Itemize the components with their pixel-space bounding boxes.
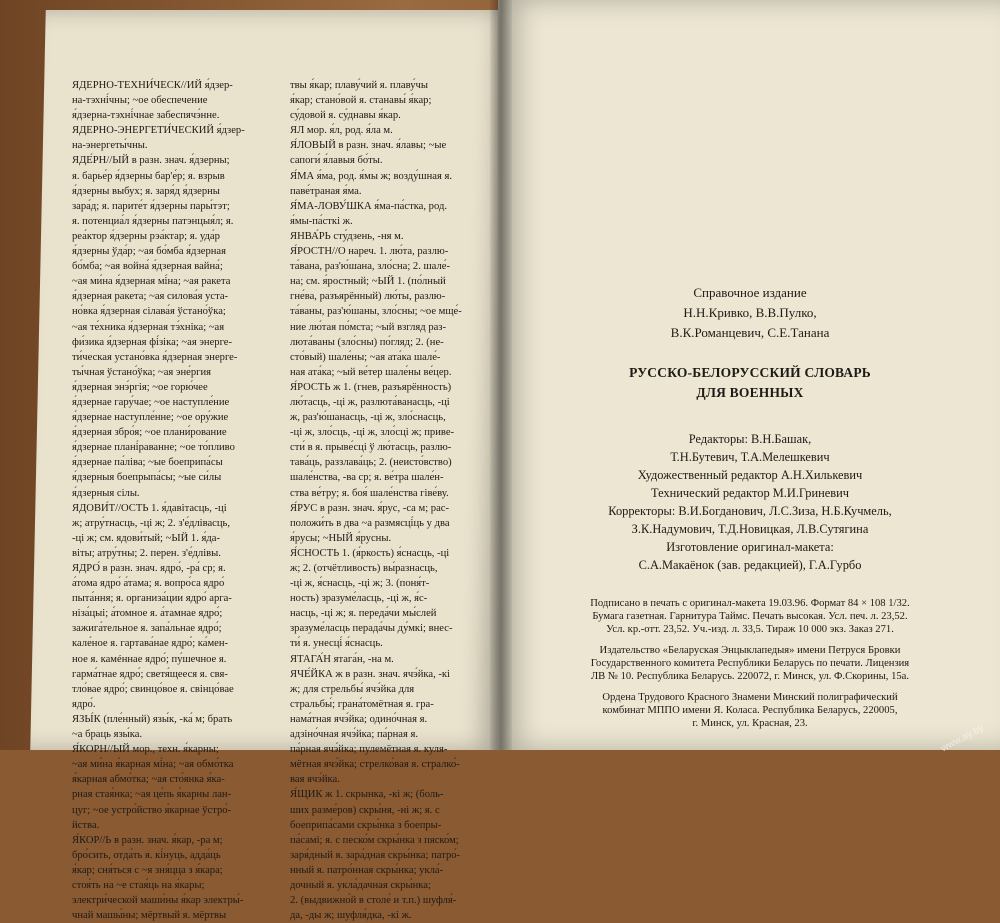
dictionary-line: я́дзернае плані́раванне; ~ое то́пливо — [72, 442, 235, 454]
dictionary-line: я́дзерныя сілы. — [72, 487, 140, 499]
imprint-line: Усл. кр.-отт. 23,52. Уч.-изд. л. 33,5. Тираж 10 000 экз. Заказ 271. — [606, 624, 894, 635]
dictionary-line: я́дзерная энэ́ргія; ~ое горю́чее — [72, 381, 208, 393]
credit-line: Корректоры: В.И.Богданович, Л.С.Зиза, Н.Б.Кучмель, — [608, 504, 892, 518]
dictionary-line: ядро́. — [72, 698, 96, 710]
dictionary-line: ших разме́ров) скры́ня, -ні ж; я. с — [290, 804, 440, 816]
dictionary-line: кале́ное я. гартава́нае ядро́; ка́мен- — [72, 638, 229, 650]
dictionary-line: на-тэхні́чны; ~ое обеспечение — [72, 95, 208, 107]
dictionary-line: нный я. патро́нная скры́нка; укла́- — [290, 864, 444, 876]
dictionary-line: я́дзерны ўда́р; ~ая бо́мба я́дзерная — [72, 246, 226, 258]
dictionary-line: насць, -ці ж; я. переда́чи мы́слей — [290, 608, 437, 620]
dictionary-line: ж; атру́тнасць, -ці ж; 2. з'е́длівасць, — [72, 517, 231, 529]
dictionary-line: Я́КОР//Ь в разн. знач. я́кар, -ра м; — [72, 834, 223, 846]
dictionary-line: реа́ктор я́дзерны рэа́ктар; я. уда́р — [72, 230, 220, 242]
dictionary-line: ~ая те́хника я́дзерная тэ́хніка; ~ая — [72, 321, 225, 333]
dictionary-line: ние лю́тая по́мста; ~ый взгляд раз- — [290, 321, 447, 333]
dictionary-line: тло́вае ядро́; свинцо́вое я. свінцо́вае — [72, 683, 234, 695]
watermark-text: www.ay.by — [939, 722, 986, 755]
book-title-line-2: ДЛЯ ВОЕННЫХ — [696, 385, 804, 400]
dictionary-line: ніза́цыі; а́томное я. а́тамнае ядро́; — [72, 608, 223, 620]
dictionary-line: гне́ва, разъярённый) лю́ты, разлю- — [290, 291, 446, 303]
credit-line: Изготовление оригинал-макета: — [666, 540, 834, 554]
dictionary-line: а́тома ядро́ а́тама; я. вопро́са ядро́ — [72, 578, 225, 590]
dictionary-line: ЯЗЫ́К (пле́нный) язы́к, -ка́ м; брать — [72, 713, 233, 725]
dictionary-line: я. потенциа́л я́дзерны патэнцыя́л; я. — [72, 215, 234, 227]
dictionary-line: ж; 2. (отчётливость) вы́разнасць, — [290, 563, 438, 574]
dictionary-line: люта́ваны (зло́сны) по́гляд; 2. (не- — [290, 336, 444, 348]
dictionary-line: лю́тасць, -ці ж, разлюта́ванасць, -ці — [290, 396, 450, 408]
dictionary-line: я́русы; ~НЫЙ я́русны. — [290, 532, 392, 544]
credit-line: Т.Н.Бутевич, Т.А.Мелешкевич — [670, 450, 830, 464]
dictionary-line: рная стая́нка; ~ая це́пь я́карны лан- — [72, 789, 232, 801]
dictionary-line: я́кар; стано́вой я. станавы́ я́кар; — [290, 95, 432, 107]
dictionary-line: та́вана, раз'ю́шана, зло́сна; 2. шале́- — [290, 261, 450, 273]
dictionary-line: заря́дный я. зара́дная скры́нка; патро́- — [290, 849, 461, 861]
dictionary-line: су́довой я. су́днавы я́кар. — [290, 110, 401, 122]
imprint-line: Бумага газетная. Гарнитура Таймс. Печать высокая. Усл. печ. л. 23,52. — [592, 611, 908, 622]
dictionary-line: ~ая ми́на я́дзерная мі́на; ~ая ракета — [72, 276, 231, 288]
dictionary-line: сапоги́ я́лавыя бо́ты. — [290, 155, 383, 167]
dictionary-line: та́ваны, раз'ю́шаны, зло́сны; ~ое мще́- — [290, 306, 462, 318]
dictionary-line: я́дзерныя боепрыпа́сы; ~ые си́лы — [72, 472, 222, 484]
imprint-line: Издательство «Беларуская Энцыклапедыя» имени Петруся Бровки — [599, 645, 901, 656]
dictionary-line: ж, раз'ю́шанасць, -ці ж, зло́снасць, — [290, 412, 446, 424]
imprint-line: ЛВ № 10. Республика Беларусь. 220072, г. Минск, ул. Ф.Скорины, 15а. — [590, 671, 910, 682]
credit-line: Редакторы: В.Н.Башак, — [688, 432, 812, 446]
dictionary-line: па́самі; я. с песко́м скры́нка з пяско́м; — [290, 834, 459, 846]
dictionary-line: Я́МА-ЛОВУ́ШКА я́ма-па́стка, род. — [290, 200, 448, 212]
dictionary-line: я́мы-па́сткі ж. — [290, 215, 353, 227]
dictionary-line: ЯДОВИ́Т//ОСТЬ 1. я́давітасць, -ці — [72, 502, 227, 514]
dictionary-line: ЯДЕРНО-ЭНЕРГЕТИ́ЧЕСКИЙ я́дзер- — [72, 125, 245, 137]
dictionary-line: ная ата́ка; ~ый ве́тер шале́ны ве́цер. — [290, 366, 452, 378]
dictionary-line: но́вка я́дзерная сілава́я ўстано́ўка; — [72, 306, 226, 318]
dictionary-line: я́карная абмо́тка; ~ая сто́янка я́ка- — [72, 774, 225, 786]
dictionary-line: -ці ж; см. ядови́тый; ~ЫЙ 1. я́да- — [72, 532, 220, 544]
imprint-line: Государственного комитета Республики Беларусь по печати. Лицензия — [590, 658, 910, 669]
dictionary-line: ЯТАГА́Н ятага́н, -на м. — [290, 653, 394, 665]
dictionary-line: мётная ячэ́йка; стрелко́вая я. стралко́- — [290, 759, 460, 771]
dictionary-line: стоя́ть на ~е стая́ць на я́кары; — [72, 879, 205, 891]
dictionary-line: ЯЛ мор. я́л, род. я́ла м. — [290, 125, 393, 137]
dictionary-line: бо́мба; ~ая война́ я́дзерная вайна́; — [72, 261, 223, 273]
dictionary-line: ти́ я. унесці́ я́снасць. — [290, 638, 383, 650]
dictionary-line: цуг; ~ое устро́йство я́карнае ўстро́- — [72, 804, 232, 816]
book-gutter — [490, 0, 512, 750]
dictionary-line: да, -ды ж; шуфля́дка, -кі ж. — [290, 910, 412, 922]
dictionary-line: ное я. камéннае ядро́; пу́шечное я. — [72, 653, 227, 665]
dictionary-line: зара́д; я. парите́т я́дзерны пары́тэт; — [72, 200, 230, 212]
dictionary-line: я́дзернае наступле́нне; ~ое ору́жие — [72, 412, 229, 424]
dictionary-line: гарма́тнае ядро́; светя́щееся я. свя- — [72, 668, 228, 680]
dictionary-line: я́дзерная збро́я; ~ое плани́рование — [72, 427, 227, 439]
dictionary-line: электри́ческой маши́ны я́кар электры́- — [72, 895, 244, 907]
dictionary-line: бро́сить, отда́ть я. кі́нуць, адда́ць — [72, 849, 221, 861]
credit-line: Художественный редактор А.Н.Хилькевич — [637, 468, 863, 482]
dictionary-line: боеприпа́сами скры́нка з боепры- — [290, 819, 442, 831]
dictionary-line: Я́КОРН//ЫЙ мор., техн. я́карны; — [72, 744, 219, 756]
dictionary-line: я́дзерны выбух; я. заря́д я́дзерны — [72, 185, 220, 197]
dictionary-line: сти́ в я. прыве́сці ў лю́тасць, разлю- — [290, 442, 452, 454]
dictionary-line: па́рная ячэ́йка; пулемётная я. куля- — [290, 744, 448, 756]
credit-line: С.А.Макаёнок (зав. редакцией), Г.А.Гурбо — [638, 558, 862, 572]
dictionary-column-2 — [290, 78, 476, 923]
authors-line-1: Н.Н.Кривко, В.В.Пулко, — [683, 305, 817, 320]
dictionary-line: положи́ть в два ~а размясці́ць у два — [290, 517, 450, 529]
imprint-line: Ордена Трудового Красного Знамени Минский полиграфический — [602, 692, 898, 703]
dictionary-line: ж; для стрельбы́ ячэ́йка для — [290, 683, 415, 695]
dictionary-line: Я́РОСТН//О нареч. 1. лю́та, разлю- — [290, 246, 449, 258]
dictionary-line: тава́ць, раззлава́ць; 2. (неисто́вство) — [290, 457, 452, 469]
dictionary-line: Я́ЛОВЫЙ в разн. знач. я́лавы; ~ые — [290, 140, 447, 152]
dictionary-line: на; см. я́ростный; ~ЫЙ 1. (по́лный — [290, 276, 446, 288]
dictionary-line: я́дзернае гару́чае; ~ое наступле́ние — [72, 396, 230, 408]
dictionary-line: Я́ЩИК ж 1. скрынка, -кі ж; (боль- — [290, 789, 444, 801]
imprint-line: Подписано в печать с оригинал-макета 19.03.96. Формат 84 × 108 1/32. — [590, 598, 910, 609]
dictionary-line: сто́вый) шале́ны; ~ая ата́ка шале́- — [290, 351, 441, 363]
dictionary-line: Я́РОСТЬ ж 1. (гнев, разъярённость) — [290, 381, 452, 393]
dictionary-line: ты́чная ўстано́ўка; ~ая эне́ргия — [72, 366, 212, 378]
dictionary-line: віты; атру́тны; 2. перен. з'е́длівы. — [72, 547, 221, 559]
dictionary-column-1 — [72, 78, 268, 923]
dictionary-line: ЯНВА́РЬ сту́дзень, -ня м. — [290, 230, 404, 242]
dictionary-line: зразуме́ласць перада́чы ду́мкі; внес- — [290, 623, 453, 635]
dictionary-line: я́дзернае па́ліва; ~ые боеприпа́сы — [72, 457, 223, 469]
dictionary-line: вая ячэ́йка. — [290, 774, 340, 786]
imprint-line: г. Минск, ул. Красная, 23. — [692, 718, 808, 729]
credit-line: З.К.Надумович, Т.Д.Новицкая, Л.В.Сутягина — [631, 522, 869, 536]
dictionary-line: на-энергеты́чны. — [72, 140, 148, 152]
authors-line-2: В.К.Романцевич, С.Е.Танана — [670, 325, 830, 340]
dictionary-line: ЯДЕРНО-ТЕХНИ́ЧЕСК//ИЙ я́дзер- — [72, 80, 233, 91]
credit-line: Технический редактор М.И.Гриневич — [651, 486, 849, 500]
dictionary-line: йства. — [72, 819, 100, 831]
dictionary-line: ЯЧЕ́ЙКА ж в разн. знач. ячэ́йка, -кі — [290, 668, 450, 680]
dictionary-line: ~ая ми́на я́карная мі́на; ~ая обмо́тка — [72, 759, 234, 771]
dictionary-line: адзіно́чная ячэ́йка; па́рная я. — [290, 729, 419, 741]
dictionary-line: ЯДЕ́РН//ЫЙ в разн. знач. я́дзерны; — [72, 155, 230, 167]
dictionary-line: дочный я. укла́дачная скры́нка; — [290, 879, 431, 891]
dictionary-line: нама́тная ячэ́йка; одино́чная я. — [290, 713, 428, 725]
dictionary-line: -ці ж, я́снасць, -ці ж; 3. (поня́т- — [290, 578, 430, 590]
dictionary-line: паве́траная я́ма. — [290, 185, 362, 197]
dictionary-line: шале́нства, -ва ср; я. ве́тра шале́н- — [290, 472, 444, 484]
dictionary-line: Я́МА я́ма, род. я́мы ж; возду́шная я. — [290, 170, 452, 182]
dictionary-line: я́дзерная ракета; ~ая силова́я уста- — [72, 291, 229, 303]
dictionary-line: зажига́тельное я. запа́льнае ядро́; — [72, 623, 222, 635]
dictionary-line: Я́РУС в разн. знач. я́рус, -са м; рас- — [290, 502, 450, 514]
edition-type: Справочное издание — [693, 285, 807, 300]
dictionary-line: Я́СНОСТЬ 1. (я́ркость) я́снасць, -ці — [290, 547, 450, 559]
dictionary-line: ~а браць язы́ка. — [72, 729, 143, 741]
dictionary-line: ти́ческая устано́вка я́дзерная энерге- — [72, 351, 238, 363]
dictionary-line: фи́зика я́дзерная фі́зіка; ~ая энерге- — [72, 336, 233, 348]
dictionary-line: чнай машы́ны; мёртвый я. мёртвы — [72, 910, 227, 922]
imprint-line: комбинат МППО имени Я. Коласа. Республика Беларусь, 220005, — [602, 705, 898, 716]
dictionary-line: ность) зразуме́ласць, -ці ж, я́с- — [290, 593, 428, 605]
dictionary-line: 2. (выдвижно́й в столе́ и т.п.) шуфля́- — [290, 895, 457, 907]
dictionary-line: я́дзерна-тэхні́чнае забеспячэ́нне. — [72, 110, 220, 122]
dictionary-line: я. барье́р я́дзерны бар'е́р; я. взрыв — [72, 170, 225, 182]
dictionary-line: -ці ж, зло́сць, -ці ж, зло́сці ж; приве- — [290, 427, 455, 439]
dictionary-line: ЯДРО́ в разн. знач. ядро́, -ра́ ср; я. — [72, 563, 226, 574]
dictionary-line: я́кар; сня́ться с ~я зня́цца з я́кара; — [72, 864, 223, 876]
book-title-line-1: РУССКО-БЕЛОРУССКИЙ СЛОВАРЬ — [629, 365, 871, 380]
dictionary-line: ства ве́тру; я. боя́ шале́нства гіве́ву. — [290, 487, 449, 499]
dictionary-line: стральбы́; грана́томётная я. гра- — [290, 698, 434, 710]
dictionary-line: твы я́кар; плаву́чий я. плаву́чы — [290, 80, 428, 91]
dictionary-line: пыта́ння; я. организа́ции ядро́ арга- — [72, 593, 232, 605]
